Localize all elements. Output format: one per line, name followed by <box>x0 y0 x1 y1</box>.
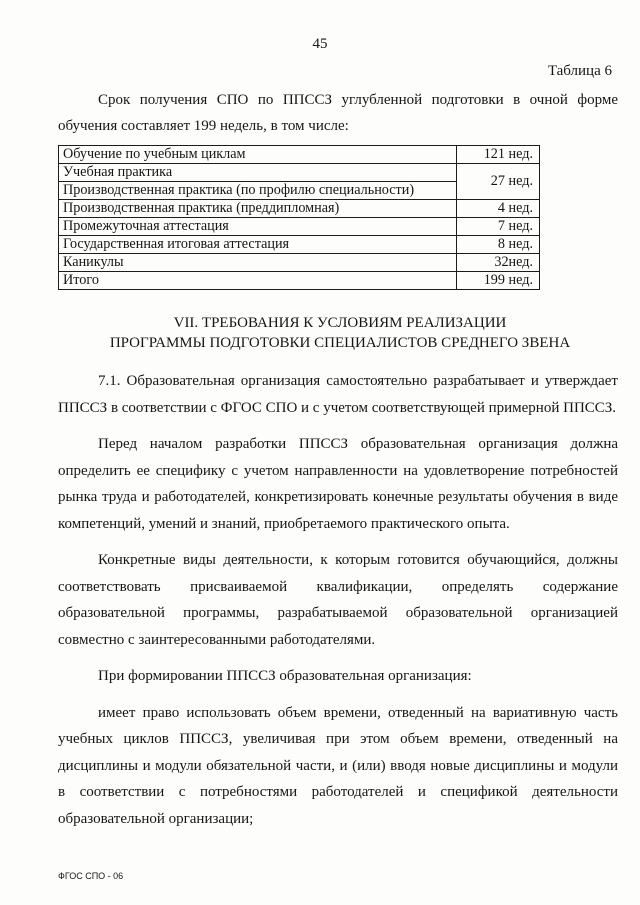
paragraph: имеет право использовать объем времени, отведенный на вариативную часть учебных циклов ППССЗ, увеличивая при этом объем времени, отведенный на дисциплины и модули обязательной части, и (или) вводя новые дисциплины и модули в соответствии с потребностями работодателей и спецификой деятельности образовательной организации; <box>58 704 618 827</box>
row-label: Учебная практика <box>59 164 457 182</box>
row-label: Итого <box>59 272 457 290</box>
row-value: 32нед. <box>457 254 540 272</box>
row-value: 8 нед. <box>457 236 540 254</box>
table-row <box>59 218 540 236</box>
row-label: Каникулы <box>59 254 457 272</box>
row-value: 27 нед. <box>457 164 540 200</box>
section-title-line: VII. ТРЕБОВАНИЯ К УСЛОВИЯМ РЕАЛИЗАЦИИ <box>173 315 507 331</box>
table-row <box>59 272 540 290</box>
table-row <box>59 254 540 272</box>
section-title-line: ПРОГРАММЫ ПОДГОТОВКИ СПЕЦИАЛИСТОВ СРЕДНЕГО ЗВЕНА <box>109 335 571 351</box>
row-value: 199 нед. <box>457 272 540 290</box>
footer-code: ФГОС СПО - 06 <box>58 871 124 881</box>
row-value: 4 нед. <box>457 200 540 218</box>
section-title <box>40 313 640 353</box>
table-row <box>59 200 540 218</box>
table-row <box>59 164 540 182</box>
row-label: Обучение по учебным циклам <box>59 146 457 164</box>
paragraph: Конкретные виды деятельности, к которым готовится обучающийся, должны соответствовать присваиваемой квалификации, определять содержание образовательной программы, разрабатываемой образовательной организацией совместно с заинтересованными работодателями. <box>58 552 618 648</box>
intro-paragraph <box>58 87 618 139</box>
intro-text: Срок получения СПО по ППССЗ углубленной подготовки в очной форме обучения составляет 199 недель, в том числе: <box>58 92 618 134</box>
table-row <box>59 236 540 254</box>
paragraph: 7.1. Образовательная организация самостоятельно разрабатывает и утверждает ППССЗ в соответствии с ФГОС СПО и с учетом соответствующей примерной ППССЗ. <box>58 373 618 416</box>
table-caption: Таблица 6 <box>547 63 612 79</box>
study-duration-table <box>58 145 540 290</box>
body-text <box>58 368 618 842</box>
row-label: Производственная практика (по профилю специальности) <box>59 182 457 200</box>
row-label: Производственная практика (преддипломная) <box>59 200 457 218</box>
row-label: Промежуточная аттестация <box>59 218 457 236</box>
table-row <box>59 146 540 164</box>
paragraph: При формировании ППССЗ образовательная организация: <box>98 668 472 684</box>
row-value: 121 нед. <box>457 146 540 164</box>
row-label: Государственная итоговая аттестация <box>59 236 457 254</box>
paragraph: Перед началом разработки ППССЗ образовательная организация должна определить ее специфику с учетом направленности на удовлетворение потребностей рынка труда и работодателей, конкретизировать конечные результаты обучения в виде компетенций, умений и знаний, приобретаемого практического опыта. <box>58 436 618 532</box>
row-value: 7 нед. <box>457 218 540 236</box>
page-number: 45 <box>312 36 328 52</box>
